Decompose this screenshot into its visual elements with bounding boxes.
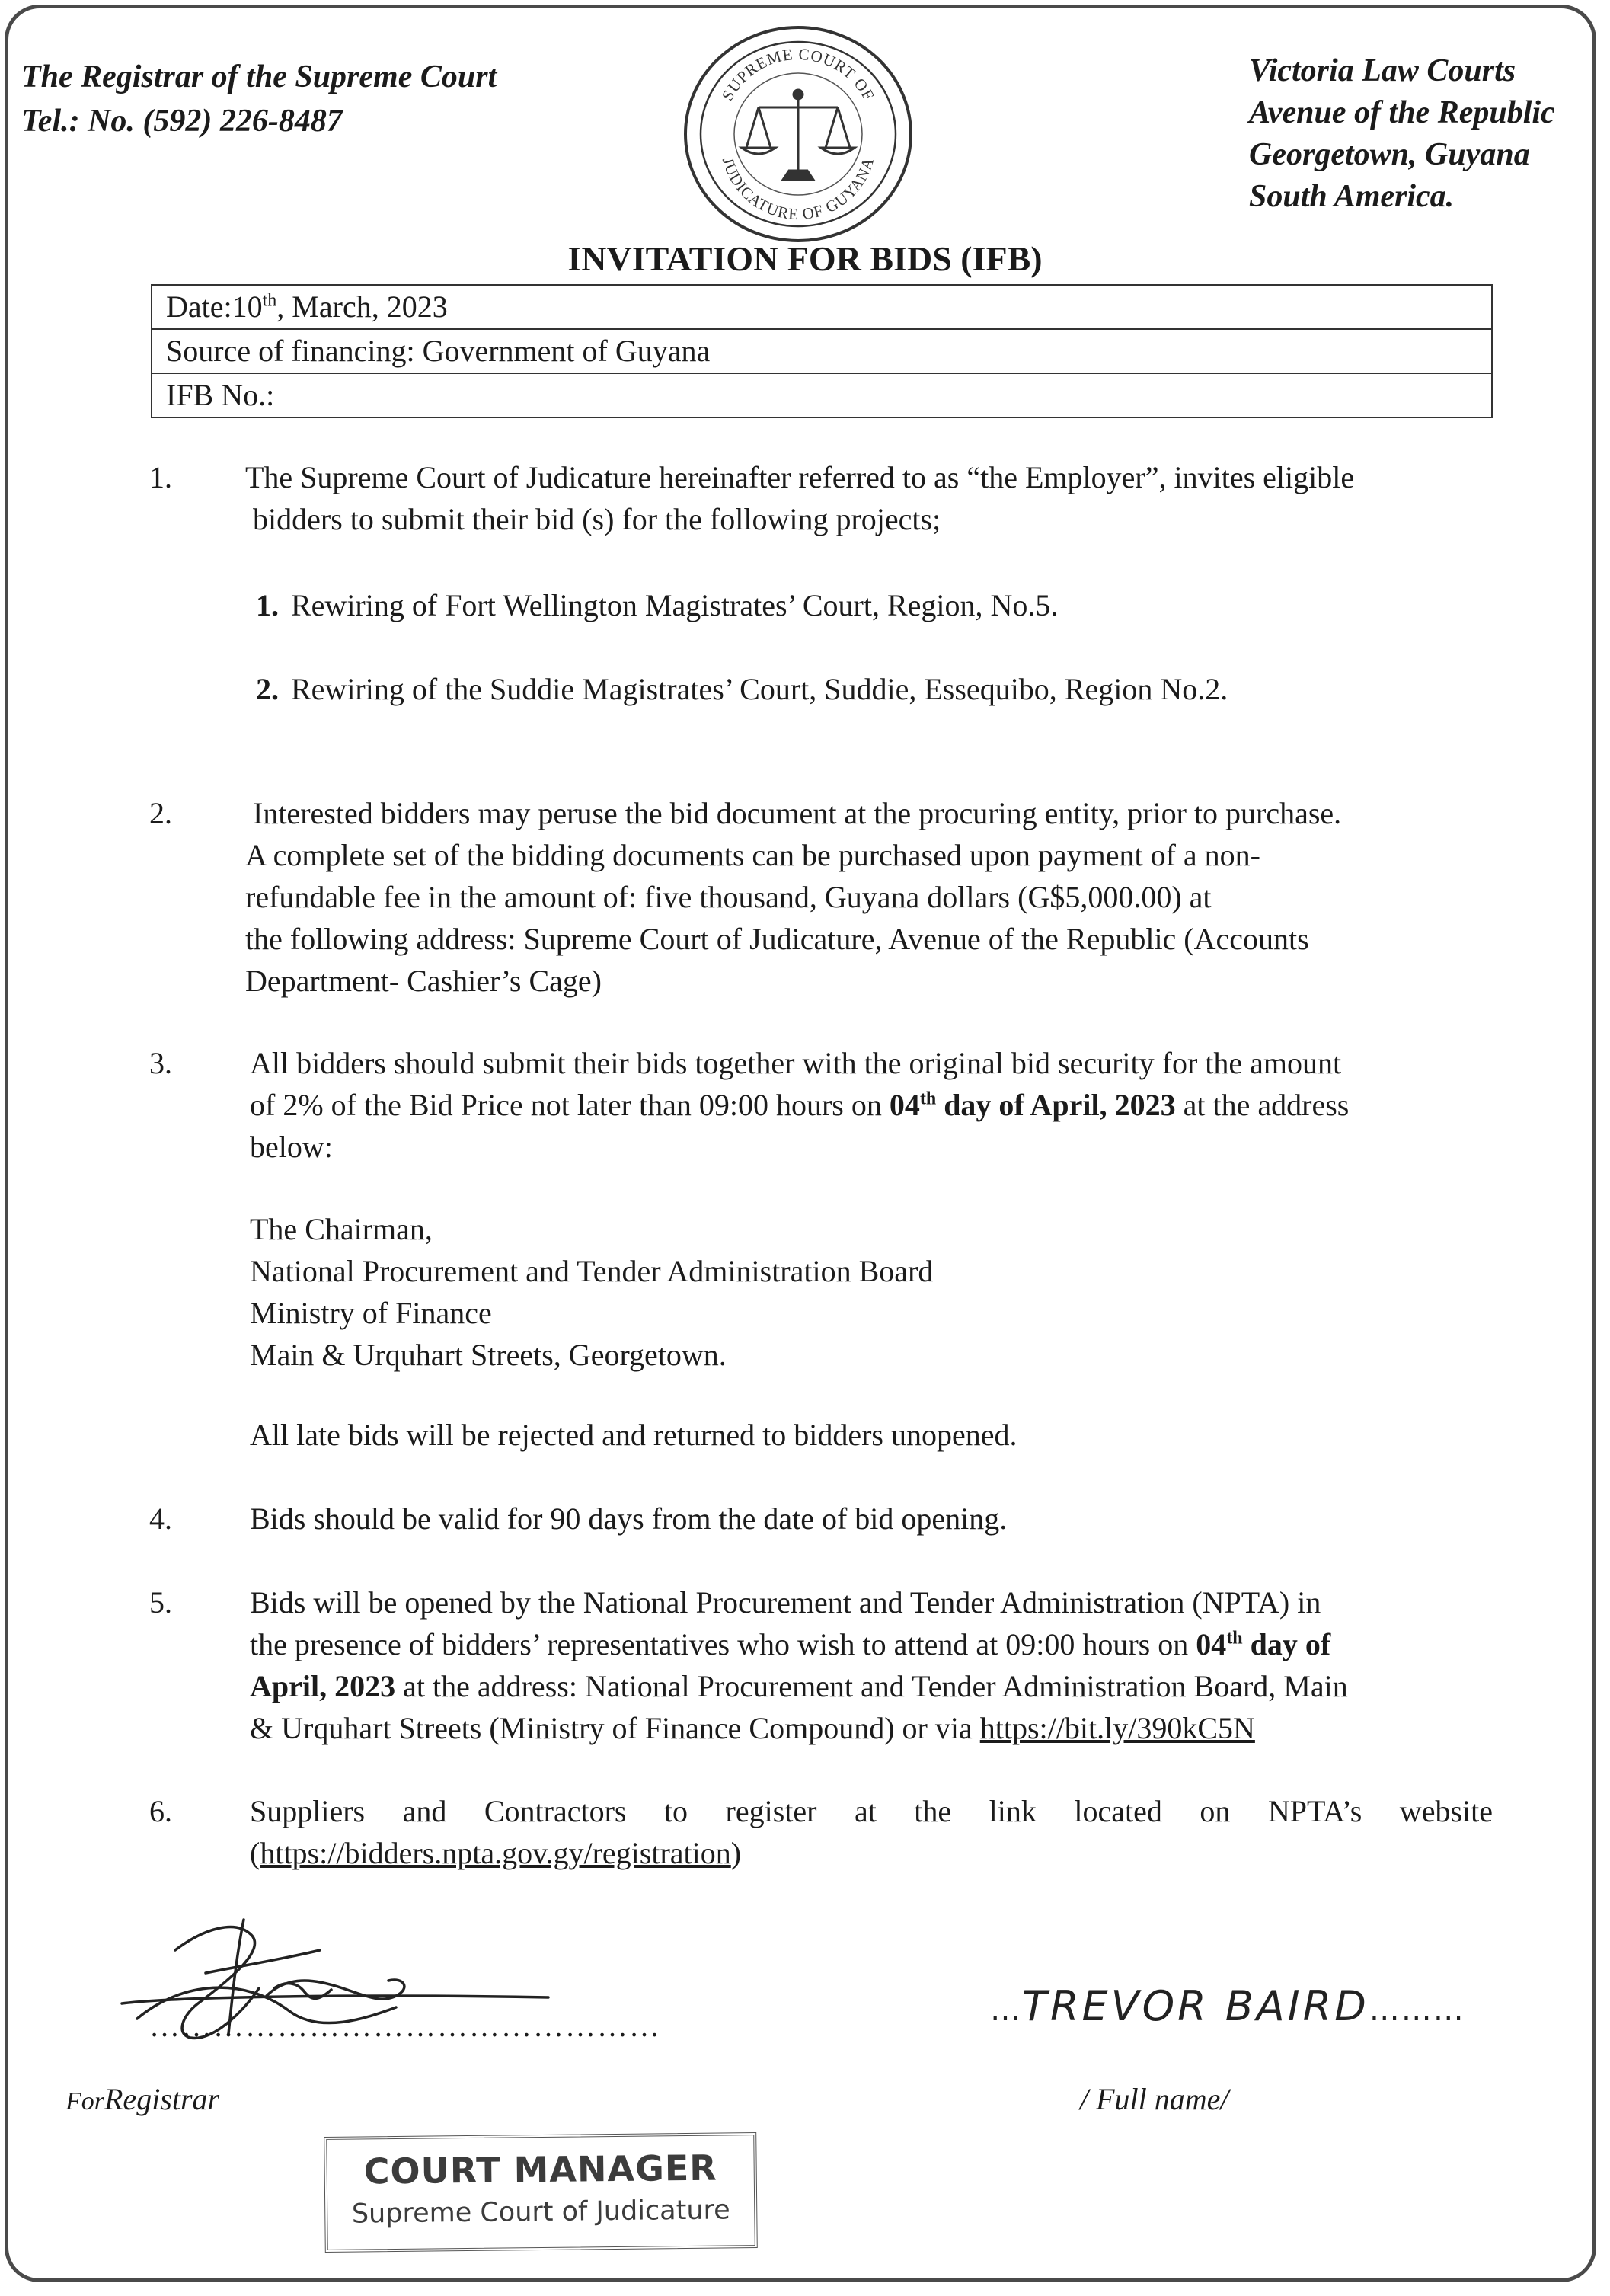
project-1 (256, 584, 1058, 627)
ifb-number-cell: IFB No.: (152, 373, 1492, 417)
project-number: 2. (256, 672, 279, 706)
court-manager-stamp (324, 2132, 758, 2253)
full-name-caption: / Full name/ (1080, 2082, 1229, 2116)
text-run: & Urquhart Streets (Ministry of Finance Compound) or via (250, 1711, 980, 1745)
npta-registration-link[interactable]: https://bidders.npta.gov.gy/registration (260, 1836, 731, 1870)
text-line: Interested bidders may peruse the bid document at the procuring entity, prior to purchase. (253, 796, 1342, 830)
ifb-info-table (151, 284, 1493, 418)
opening-day: 04 (1196, 1627, 1227, 1661)
bitly-link[interactable]: https://bit.ly/390kC5N (979, 1711, 1255, 1745)
seal-text-bottom: JUDICATURE OF GUYANA (718, 155, 878, 224)
handwritten-for: For (65, 2087, 104, 2115)
address-line: The Chairman, (250, 1212, 433, 1246)
item-number: 5. (149, 1585, 172, 1620)
stamp-subtitle: Supreme Court of Judicature (351, 2195, 730, 2230)
text-run: at the address: National Procurement and Tender Administration Board, Main (395, 1669, 1348, 1703)
item-number: 1. (149, 460, 172, 494)
signature-line-left: ………………………………………… (149, 2009, 661, 2043)
item-3-paragraph (250, 1042, 1493, 1168)
address-line: National Procurement and Tender Administration Board (250, 1254, 934, 1288)
court-address-line: South America. (1249, 179, 1455, 214)
text-line: the following address: Supreme Court of Judicature, Avenue of the Republic (Accounts (245, 922, 1309, 956)
item-2-paragraph (245, 792, 1488, 1002)
registrar-contact (21, 55, 497, 143)
date-suffix: , March, 2023 (276, 289, 448, 324)
project-number: 1. (256, 588, 279, 622)
seal-text-top: SUPREME COURT OF (717, 44, 879, 104)
item-1-paragraph (245, 456, 1488, 540)
address-line: Main & Urquhart Streets, Georgetown. (250, 1338, 727, 1372)
text-line: Suppliers and Contractors to register at the link located on NPTA’s website (250, 1794, 1493, 1828)
text-line (250, 1707, 1493, 1749)
table-row (152, 373, 1492, 417)
deadline-sup: th (919, 1089, 937, 1109)
text-line: A complete set of the bidding documents can be purchased upon payment of a non- (245, 838, 1260, 872)
court-address (1249, 50, 1555, 218)
text-line: The Supreme Court of Judicature hereinafter referred to as “the Employer”, invites eligible (245, 460, 1355, 494)
text-line: Department- Cashier’s Cage) (245, 964, 602, 998)
registrar-phone: Tel.: No. (592) 226-8487 (21, 104, 343, 139)
text-line: Bids will be opened by the National Procurement and Tender Administration (NPTA) in (250, 1585, 1321, 1620)
text-line (250, 1623, 1493, 1665)
item-number: 6. (149, 1794, 172, 1828)
stamp-title: COURT MANAGER (363, 2147, 717, 2192)
item-number: 4. (149, 1501, 172, 1536)
project-text: Rewiring of the Suddie Magistrates’ Court, Suddie, Essequibo, Region No.2. (291, 672, 1228, 706)
table-row (152, 285, 1492, 329)
item-5-paragraph (250, 1581, 1493, 1749)
date-prefix: Date:10 (166, 289, 263, 324)
court-address-line: Georgetown, Guyana (1249, 137, 1530, 172)
table-row (152, 329, 1492, 373)
opening-text: day of (1242, 1627, 1331, 1661)
project-text: Rewiring of Fort Wellington Magistrates’ Court, Region, No.5. (291, 588, 1059, 622)
court-address-line: Avenue of the Republic (1249, 95, 1555, 130)
handwritten-full-name: TREVOR BAIRD (1022, 1982, 1369, 2030)
dot-leader: ……… (1369, 1993, 1465, 2028)
text-line: refundable fee in the amount of: five thousand, Guyana dollars (G$5,000.00) at (245, 880, 1212, 914)
document-title: INVITATION FOR BIDS (IFB) (567, 239, 1043, 278)
financing-cell: Source of financing: Government of Guyana (152, 329, 1492, 373)
text-line (250, 1665, 1493, 1707)
text-run: ( (250, 1836, 260, 1870)
text-line: All bidders should submit their bids together with the original bid security for the amount (250, 1046, 1342, 1080)
text-line (250, 1832, 1493, 1874)
registrar-caption: Registrar (104, 2082, 220, 2116)
item-6-paragraph (250, 1790, 1493, 1874)
date-sup: th (262, 290, 277, 311)
deadline-date: day of April, 2023 (936, 1088, 1176, 1122)
deadline-day: 04 (889, 1088, 920, 1122)
scales-of-justice-icon (742, 90, 855, 180)
text-line: bidders to submit their bid (s) for the following projects; (253, 502, 941, 536)
opening-date: April, 2023 (250, 1669, 396, 1703)
text-run: ) (730, 1836, 742, 1870)
address-line: Ministry of Finance (250, 1296, 492, 1330)
for-registrar-caption (65, 2081, 219, 2117)
registrar-title: The Registrar of the Supreme Court (21, 59, 497, 94)
late-bids-note: All late bids will be rejected and returned to bidders unopened. (250, 1418, 1017, 1452)
full-name-handwritten (990, 1982, 1465, 2030)
opening-sup: th (1226, 1628, 1243, 1648)
text-run: of 2% of the Bid Price not later than 09:00 hours on (250, 1088, 890, 1122)
item-number: 2. (149, 796, 172, 830)
submission-address (250, 1208, 1493, 1376)
court-address-line: Victoria Law Courts (1249, 53, 1516, 88)
project-2 (256, 668, 1228, 711)
text-line: below: (250, 1130, 333, 1164)
item-number: 3. (149, 1046, 172, 1080)
text-line (250, 1084, 1493, 1126)
dot-leader: … (990, 1993, 1022, 2028)
text-run: the presence of bidders’ representatives who wish to attend at 09:00 hours on (250, 1627, 1196, 1661)
text-run: at the address (1175, 1088, 1350, 1122)
item-4-paragraph: Bids should be valid for 90 days from the date of bid opening. (250, 1501, 1008, 1536)
date-cell (152, 285, 1492, 329)
court-seal (676, 20, 920, 248)
